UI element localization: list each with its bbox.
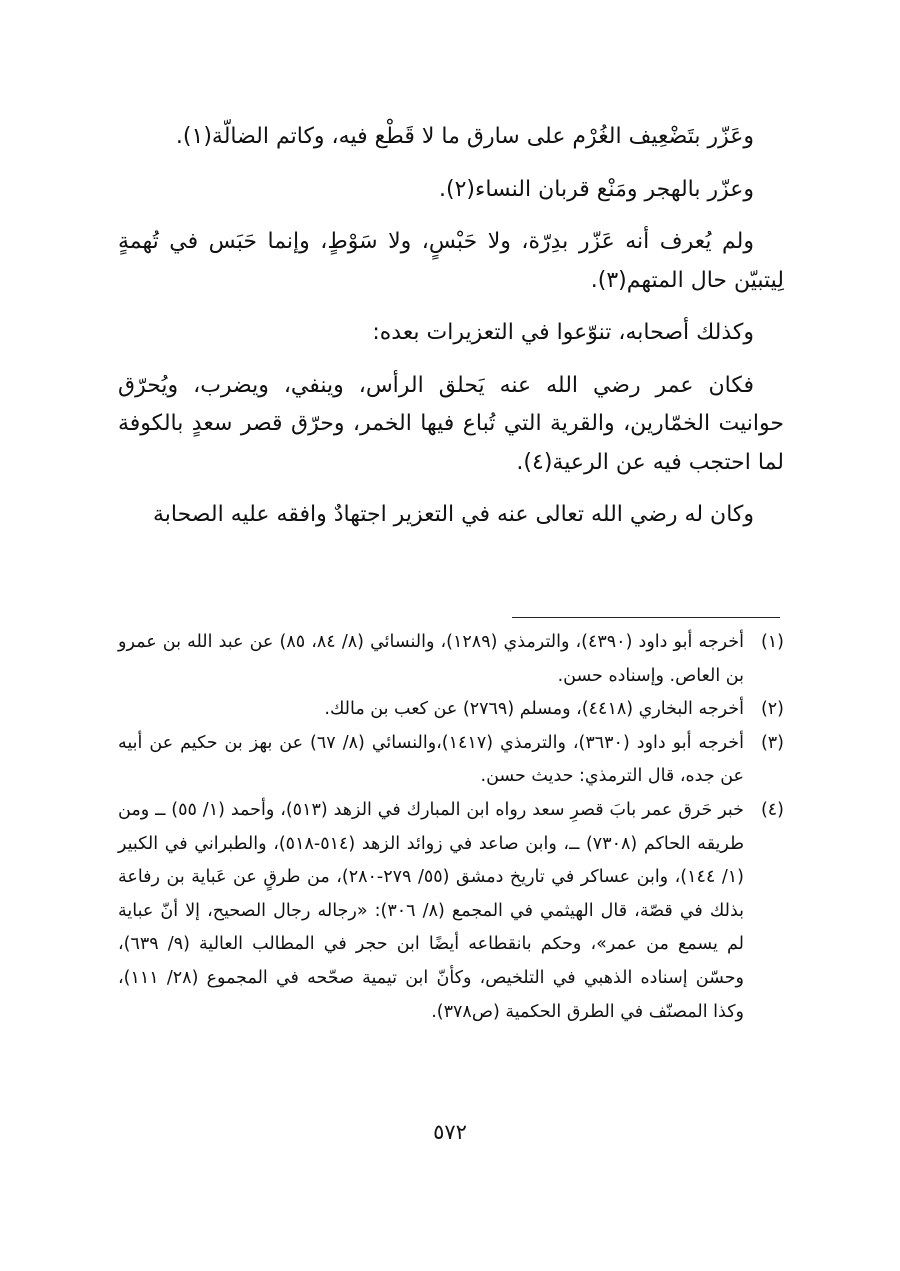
footnote-number: (٤) — [760, 799, 784, 820]
paragraph-3: ولم يُعرف أنه عَزّر بدِرّة، ولا حَبْسٍ، ولا سَوْطٍ، وإنما حَبَس في تُهمةٍ لِيتبيّن حال المتهم(٣). — [118, 229, 784, 293]
footnotes — [118, 626, 784, 1029]
footnote-3 — [118, 727, 784, 794]
paragraph-2: وعزّر بالهجر ومَنْع قربان النساء(٢). — [438, 176, 754, 202]
paragraph-4: وكذلك أصحابه، تنوّعوا في التعزيرات بعده: — [372, 320, 754, 345]
footnote-text: خبر حَرق عمر بابَ قصرِ سعد رواه ابن المبارك في الزهد (٥١٣)، وأحمد (١/ ٥٥) ــ ومن طريقه الحاكم (٧٣٠٨) ــ، وابن صاعد في زوائد الزهد (٥١٤-٥١٨)، والطبراني في الكبير (١/ ١٤٤)، وابن عساكر في تاريخ دمشق (٥٥/ ٢٧٩-٢٨٠)، من طرقٍ عن عَباية بن رفاعة بذلك في قصّة، قال الهيثمي في المجمع (٨/ ٣٠٦): «رجاله رجال الصحيح، إلا أنّ عباية لم يسمع من عمر»، وحكم بانقطاعه أيضًا ابن حجر في المطالب العالية (٩/ ٦٣٩)، وحسّن إسناده الذهبي في التلخيص، وكأنّ ابن تيمية صحّحه في المجموع (٢٨/ ١١١)، وكذا المصنّف في الطرق الحكمية (ص٣٧٨). — [118, 799, 745, 1022]
footnote-number: (١) — [760, 632, 784, 652]
footnote-text: أخرجه أبو داود (٣٦٣٠)، والترمذي (١٤١٧)،والنسائي (٨/ ٦٧) عن بهز بن حكيم عن أبيه عن جده، قال الترمذي: حديث حسن. — [118, 732, 744, 787]
footnote-2 — [118, 693, 784, 727]
footnote-1 — [118, 626, 784, 693]
page-number: ٥٧٢ — [433, 1120, 467, 1144]
footnote-text: أخرجه البخاري (٤٤١٨)، ومسلم (٢٧٦٩) عن كعب بن مالك. — [324, 699, 744, 720]
footnote-number: (٣) — [760, 732, 784, 753]
paragraph-1: وعَزّر بتَضْعِيف الغُرْم على سارق ما لا قَطْع فيه، وكاتم الضالّة(١). — [175, 124, 754, 149]
footnote-4 — [118, 794, 784, 1029]
footnote-text: أخرجه أبو داود (٤٣٩٠)، والترمذي (١٢٨٩)، والنسائي (٨/ ٨٤، ٨٥) عن عبد الله بن عمرو بن العاص. وإسناده حسن. — [118, 632, 744, 686]
footnote-number: (٢) — [760, 699, 784, 720]
footnote-separator — [512, 617, 780, 618]
paragraph-5: فكان عمر رضي الله عنه يَحلق الرأس، وينفي، ويضرب، ويُحرّق حوانيت الخمّارين، والقرية التي تُباع فيها الخمر، وحرّق قصر سعدٍ بالكوفة لما احتجب فيه عن الرعية(٤). — [118, 372, 784, 475]
paragraph-6: وكان له رضي الله تعالى عنه في التعزير اجتهادٌ وافقه عليه الصحابة — [152, 502, 754, 527]
main-text — [118, 118, 784, 549]
